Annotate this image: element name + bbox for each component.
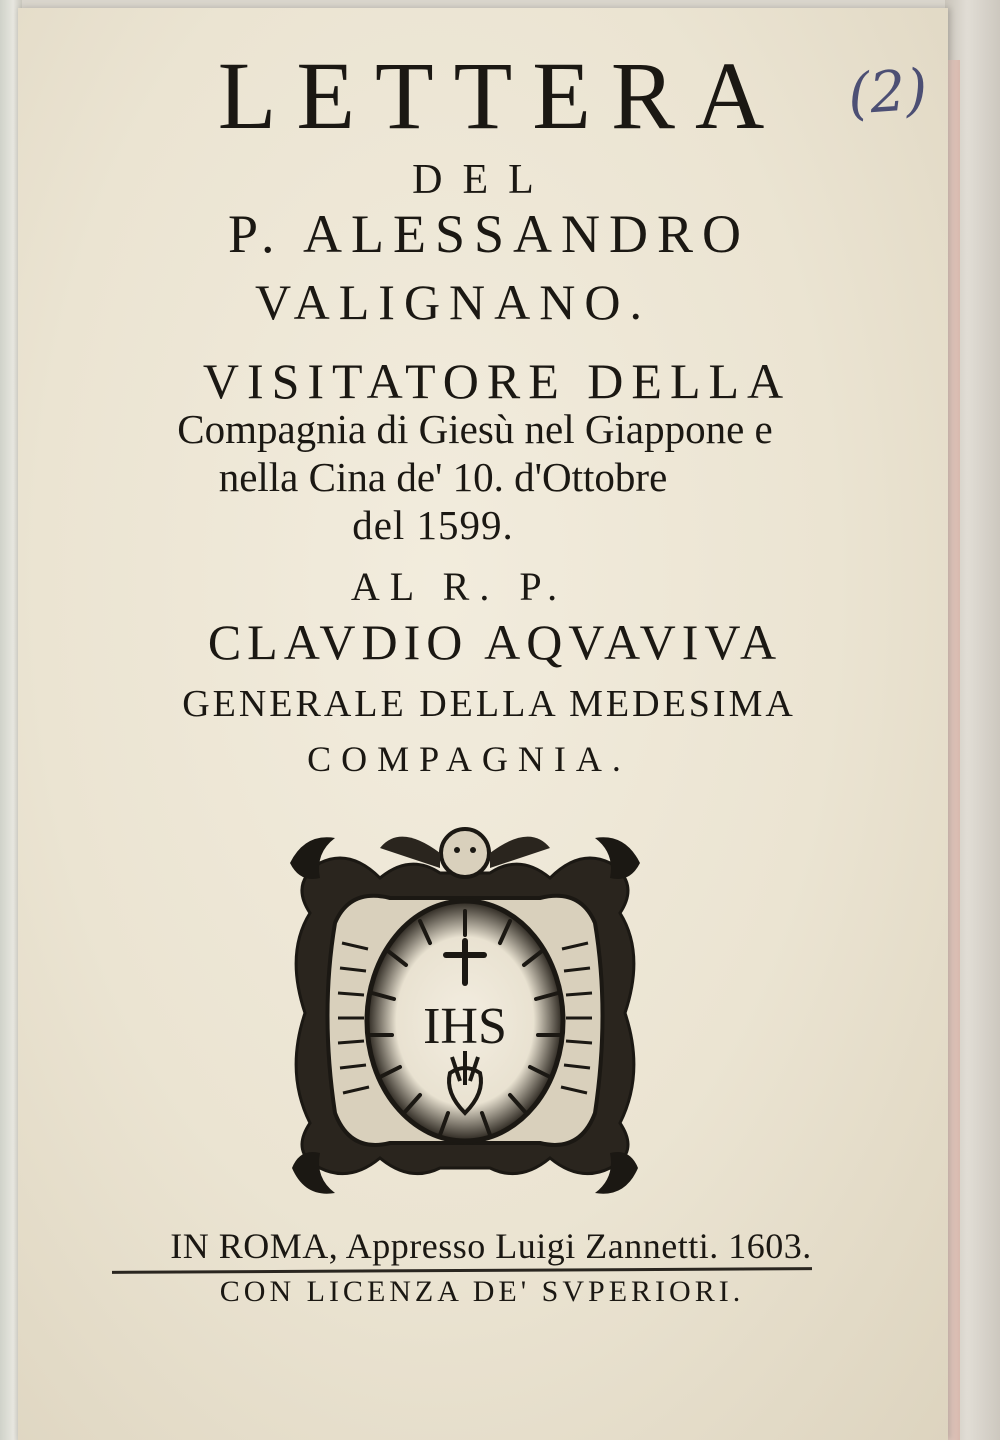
- subtitle-line-3: del 1599.: [352, 502, 514, 548]
- book-title: LETTERA: [217, 42, 785, 149]
- imprint-rule: [112, 1267, 812, 1274]
- author-surname: VALIGNANO.: [254, 274, 651, 330]
- emblem-monogram: IHS: [423, 998, 507, 1055]
- imprint-line: IN ROMA, Appresso Luigi Zannetti. 1603.: [170, 1226, 812, 1266]
- ihs-cherub-cartouche-icon: [280, 823, 650, 1203]
- author-role: VISITATORE DELLA: [202, 353, 792, 409]
- title-line-del: DEL: [412, 157, 554, 203]
- recipient-role: GENERALE DELLA MEDESIMA: [182, 683, 796, 725]
- license-line: CON LICENZA DE' SVPERIORI.: [219, 1275, 745, 1308]
- recipient-company: COMPAGNIA.: [307, 739, 631, 779]
- subtitle-line-2: nella Cina de' 10. d'Ottobre: [218, 454, 668, 500]
- addressee-line: AL R. P.: [350, 564, 568, 609]
- shelf-mark: (2): [845, 57, 930, 128]
- recipient-name: CLAVDIO AQVAVIVA: [207, 614, 783, 670]
- subtitle-line-1: Compagnia di Giesù nel Giappone e: [177, 406, 773, 452]
- author-name: P. ALESSANDRO: [227, 204, 751, 264]
- title-page: [18, 8, 948, 1440]
